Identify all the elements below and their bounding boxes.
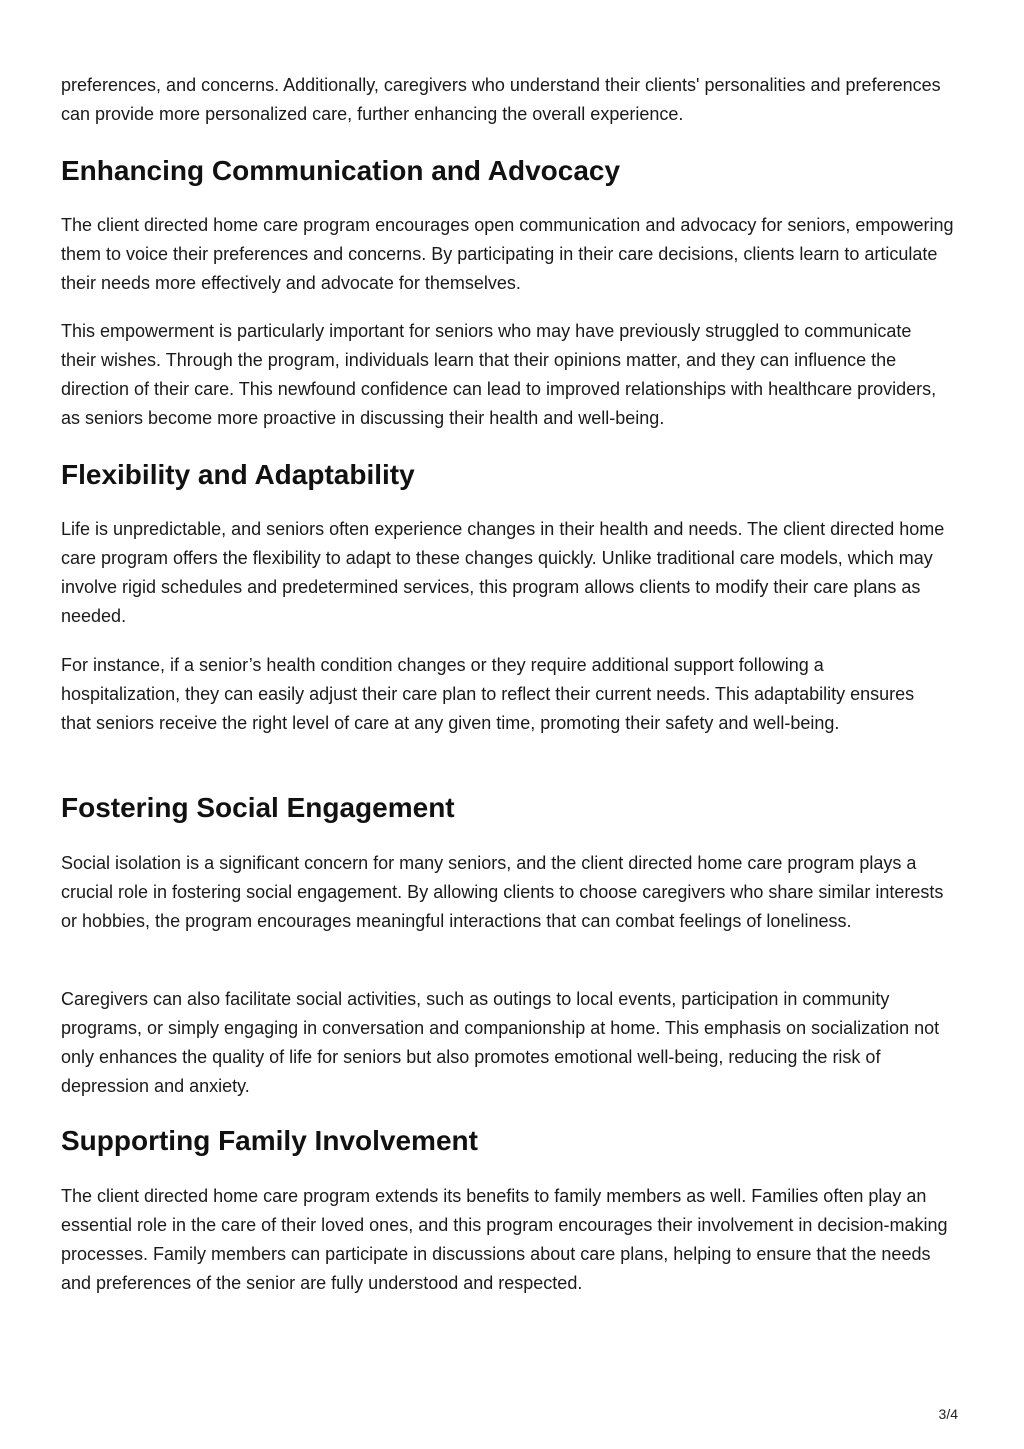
section-flexibility-paragraph-2: For instance, if a senior’s health condition changes or they require additional support following a hospitalization, they can easily adjust their care plan to reflect their current needs. This adaptability ensures that seniors receive the right level of care at any given time, promoting their safety and well-being. <box>61 655 915 733</box>
section-social-paragraph-1: Social isolation is a significant concern for many seniors, and the client directed home care program plays a crucial role in fostering social engagement. By allowing clients to choose caregivers who share similar interests or hobbies, the program encourages meaningful interactions that can combat feelings of loneliness. <box>61 853 944 931</box>
section-heading-social: Fostering Social Engagement <box>61 792 455 823</box>
section-family-paragraph-1: The client directed home care program extends its benefits to family members as well. Families often play an essential role in the care of their loved ones, and this program encourages their involvement in decision-making processes. Family members can participate in discussions about care plans, helping to ensure that the needs and preferences of the senior are fully understood and respected. <box>61 1186 948 1293</box>
section-heading-family: Supporting Family Involvement <box>61 1125 478 1156</box>
section-communication-paragraph-2: This empowerment is particularly important for seniors who may have previously struggled to communicate their wishes. Through the program, individuals learn that their opinions matter, and they can influence the direction of their care. This newfound confidence can lead to improved relationships with healthcare providers, as seniors become more proactive in discussing their health and well-being. <box>61 321 937 428</box>
section-flexibility-paragraph-1: Life is unpredictable, and seniors often experience changes in their health and needs. The client directed home care program offers the flexibility to adapt to these changes quickly. Unlike traditional care models, which may involve rigid schedules and predetermined services, this program allows clients to modify their care plans as needed. <box>61 519 945 626</box>
section-heading-flexibility: Flexibility and Adaptability <box>61 459 415 490</box>
intro-paragraph: preferences, and concerns. Additionally, caregivers who understand their clients' personalities and preferences can provide more personalized care, further enhancing the overall experience. <box>61 75 941 124</box>
section-heading-communication: Enhancing Communication and Advocacy <box>61 155 621 186</box>
section-social-paragraph-2: Caregivers can also facilitate social activities, such as outings to local events, participation in community programs, or simply engaging in conversation and companionship at home. This emphasis on socialization not only enhances the quality of life for seniors but also promotes emotional well-being, reducing the risk of depression and anxiety. <box>61 989 940 1096</box>
page-number: 3/4 <box>938 1406 958 1422</box>
section-communication-paragraph-1: The client directed home care program encourages open communication and advocacy for seniors, empowering them to voice their preferences and concerns. By participating in their care decisions, clients learn to articulate their needs more effectively and advocate for themselves. <box>61 215 954 293</box>
